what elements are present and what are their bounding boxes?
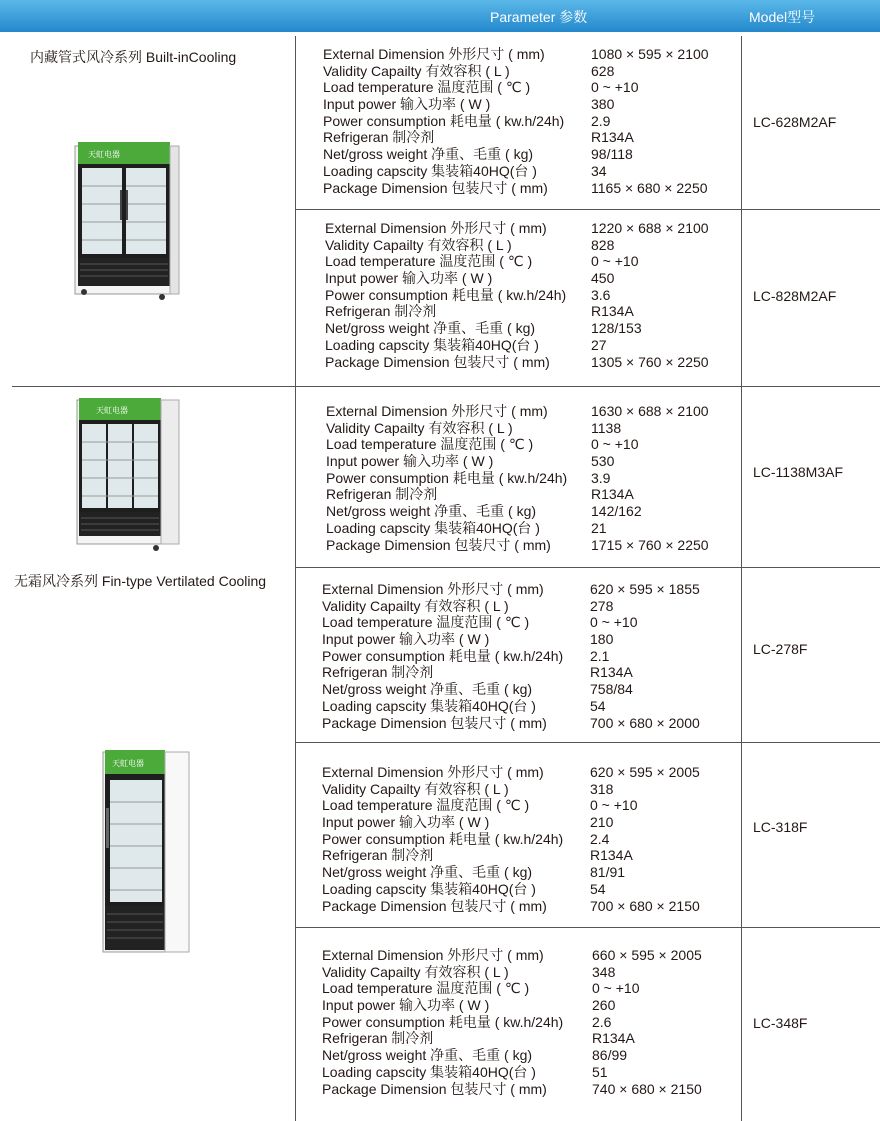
spec-value: 318: [590, 780, 614, 797]
spec-value: 2.1: [590, 647, 610, 664]
spec-row: [322, 614, 732, 631]
spec-label: Refrigeran 制冷剂: [322, 847, 434, 864]
spec-row: [325, 303, 735, 320]
spec-label: External Dimension 外形尺寸 ( mm): [326, 403, 548, 419]
model-number: LC-278F: [753, 641, 808, 657]
spec-label: Power consumption 耗电量 ( kw.h/24h): [323, 112, 565, 129]
model-number: LC-348F: [753, 1015, 808, 1031]
spec-row: [323, 180, 733, 197]
spec-value: R134A: [590, 664, 633, 681]
spec-row: [322, 881, 732, 898]
spec-label: Refrigeran 制冷剂: [326, 486, 438, 503]
model-number: LC-1138M3AF: [753, 464, 844, 480]
spec-row: [322, 814, 732, 831]
spec-value: 660 × 595 × 2005: [592, 947, 702, 963]
spec-value: R134A: [590, 847, 633, 864]
spec-value: 54: [590, 880, 606, 897]
spec-value: 51: [592, 1063, 608, 1080]
row-divider: [295, 209, 880, 210]
spec-value: 530: [591, 453, 615, 470]
spec-row: [322, 764, 732, 781]
spec-value: 278: [590, 597, 614, 614]
spec-row: [323, 146, 733, 163]
spec-row: [326, 520, 736, 537]
spec-value: 0 ~ +10: [591, 253, 639, 270]
spec-list: [325, 220, 735, 370]
spec-value: 86/99: [592, 1047, 628, 1064]
spec-label: External Dimension 外形尺寸 ( mm): [322, 947, 544, 963]
spec-row: [326, 420, 736, 437]
spec-row: [326, 403, 736, 420]
spec-value: 210: [590, 814, 614, 831]
spec-value: 1715 × 760 × 2250: [591, 536, 709, 553]
spec-row: [322, 847, 732, 864]
spec-list: [322, 581, 732, 731]
spec-row: [322, 1047, 732, 1064]
brand-logo-text: 天虹电器: [112, 759, 144, 768]
spec-value: 0 ~ +10: [592, 980, 640, 997]
column-divider-right: [741, 36, 742, 1121]
model-number: LC-828M2AF: [753, 288, 837, 304]
spec-row: [325, 287, 735, 304]
spec-label: Load temperature 温度范围 ( ℃ ): [325, 253, 533, 270]
spec-value: 1305 × 760 × 2250: [591, 353, 709, 370]
parameter-header: Parameter 参数: [490, 9, 588, 25]
spec-value: 81/91: [590, 864, 626, 881]
spec-row: [325, 220, 735, 237]
spec-value: R134A: [591, 303, 634, 320]
spec-row: [323, 63, 733, 80]
spec-value: 1165 × 680 × 2250: [591, 179, 708, 196]
spec-row: [322, 681, 732, 698]
model-number: LC-318F: [753, 819, 808, 835]
spec-label: Package Dimension 包装尺寸 ( mm): [322, 714, 547, 731]
spec-list: [323, 46, 733, 196]
spec-label: Loading capscity 集装箱40HQ(台 ): [323, 162, 537, 179]
spec-label: Net/gross weight 净重、毛重 ( kg): [323, 146, 534, 163]
spec-label: Package Dimension 包装尺寸 ( mm): [323, 179, 548, 196]
spec-label: Power consumption 耗电量 ( kw.h/24h): [325, 286, 567, 303]
spec-row: [323, 46, 733, 63]
spec-value: 1630 × 688 × 2100: [591, 403, 709, 419]
spec-value: 2.6: [592, 1013, 612, 1030]
spec-value: 700 × 680 × 2000: [590, 714, 700, 731]
spec-value: 1220 × 688 × 2100: [591, 220, 709, 236]
spec-value: 27: [591, 336, 607, 353]
spec-label: Loading capscity 集装箱40HQ(台 ): [326, 519, 540, 536]
spec-value: 54: [590, 697, 606, 714]
spec-row: [322, 947, 732, 964]
spec-label: External Dimension 外形尺寸 ( mm): [325, 220, 547, 236]
spec-label: Package Dimension 包装尺寸 ( mm): [322, 897, 547, 914]
spec-row: [325, 237, 735, 254]
spec-value: 0 ~ +10: [591, 436, 639, 453]
spec-row: [326, 503, 736, 520]
spec-row: [322, 581, 732, 598]
spec-label: Package Dimension 包装尺寸 ( mm): [326, 536, 551, 553]
spec-label: Loading capscity 集装箱40HQ(台 ): [322, 1063, 536, 1080]
spec-row: [322, 664, 732, 681]
spec-row: [322, 980, 732, 997]
spec-label: Refrigeran 制冷剂: [322, 664, 434, 681]
spec-value: 260: [592, 997, 616, 1014]
single-door-cooler-image: [102, 748, 192, 958]
spec-row: [322, 997, 732, 1014]
three-door-cooler-image: [76, 396, 182, 554]
spec-value: 180: [590, 631, 614, 648]
spec-row: [322, 1030, 732, 1047]
spec-value: 3.9: [591, 469, 611, 486]
series-title-built-in-cooling: 内藏管式风冷系列 Built-inCooling: [30, 49, 237, 65]
spec-row: [325, 270, 735, 287]
spec-value: 1138: [591, 419, 622, 436]
spec-label: Refrigeran 制冷剂: [325, 303, 437, 320]
column-divider-left: [295, 36, 296, 1121]
spec-row: [322, 648, 732, 665]
spec-row: [326, 537, 736, 554]
spec-value: 620 × 595 × 1855: [590, 581, 700, 597]
header-background: [0, 0, 880, 32]
spec-row: [325, 320, 735, 337]
spec-label: Input power 输入功率 ( W ): [322, 997, 490, 1014]
spec-row: [322, 1014, 732, 1031]
spec-row: [322, 631, 732, 648]
spec-list: [326, 403, 736, 553]
spec-value: 128/153: [591, 320, 642, 337]
spec-list: [322, 947, 732, 1097]
spec-value: 348: [592, 963, 616, 980]
spec-value: R134A: [591, 486, 634, 503]
spec-value: 628: [591, 62, 615, 79]
spec-label: Net/gross weight 净重、毛重 ( kg): [322, 1047, 533, 1064]
spec-label: Loading capscity 集装箱40HQ(台 ): [322, 697, 536, 714]
spec-label: Input power 输入功率 ( W ): [325, 270, 493, 287]
spec-value: 740 × 680 × 2150: [592, 1080, 702, 1097]
spec-row: [325, 337, 735, 354]
spec-label: Power consumption 耗电量 ( kw.h/24h): [326, 469, 568, 486]
spec-row: [322, 598, 732, 615]
spec-label: Net/gross weight 净重、毛重 ( kg): [322, 681, 533, 698]
spec-label: Validity Capailty 有效容积 ( L ): [325, 236, 512, 253]
spec-label: Net/gross weight 净重、毛重 ( kg): [325, 320, 536, 337]
series-title-fin-type-cooling: 无霜风冷系列 Fin-type Vertilated Cooling: [14, 573, 267, 589]
spec-label: Input power 输入功率 ( W ): [326, 453, 494, 470]
spec-label: Input power 输入功率 ( W ): [322, 814, 490, 831]
spec-row: [323, 163, 733, 180]
spec-row: [323, 129, 733, 146]
spec-label: Net/gross weight 净重、毛重 ( kg): [326, 503, 537, 520]
table-header: [0, 0, 880, 32]
spec-label: Loading capscity 集装箱40HQ(台 ): [325, 336, 539, 353]
spec-row: [322, 781, 732, 798]
spec-value: 1080 × 595 × 2100: [591, 46, 709, 62]
spec-label: Validity Capailty 有效容积 ( L ): [326, 419, 513, 436]
spec-row: [325, 354, 735, 371]
model-header: Model型号: [749, 9, 816, 25]
spec-row: [326, 470, 736, 487]
spec-label: Package Dimension 包装尺寸 ( mm): [325, 353, 550, 370]
spec-value: 21: [591, 519, 607, 536]
spec-row: [322, 898, 732, 915]
spec-row: [323, 79, 733, 96]
spec-row: [322, 864, 732, 881]
spec-label: Load temperature 温度范围 ( ℃ ): [323, 79, 531, 96]
spec-label: Load temperature 温度范围 ( ℃ ): [326, 436, 534, 453]
spec-value: 142/162: [591, 503, 642, 520]
row-divider: [295, 742, 880, 743]
spec-label: Refrigeran 制冷剂: [322, 1030, 434, 1047]
brand-logo-text: 天虹电器: [88, 150, 120, 159]
spec-row: [322, 797, 732, 814]
spec-label: Net/gross weight 净重、毛重 ( kg): [322, 864, 533, 881]
spec-label: Load temperature 温度范围 ( ℃ ): [322, 980, 530, 997]
spec-row: [326, 453, 736, 470]
spec-list: [322, 764, 732, 914]
spec-label: Validity Capailty 有效容积 ( L ): [322, 780, 509, 797]
two-door-cooler-image: [74, 140, 182, 302]
spec-label: Validity Capailty 有效容积 ( L ): [322, 963, 509, 980]
spec-label: Input power 输入功率 ( W ): [323, 96, 491, 113]
spec-row: [323, 96, 733, 113]
spec-value: 0 ~ +10: [590, 797, 638, 814]
spec-label: Load temperature 温度范围 ( ℃ ): [322, 614, 530, 631]
spec-label: External Dimension 外形尺寸 ( mm): [323, 46, 545, 62]
spec-row: [322, 831, 732, 848]
row-divider: [295, 927, 880, 928]
spec-value: 0 ~ +10: [590, 614, 638, 631]
spec-value: 700 × 680 × 2150: [590, 897, 700, 914]
spec-label: Loading capscity 集装箱40HQ(台 ): [322, 880, 536, 897]
spec-label: Package Dimension 包装尺寸 ( mm): [322, 1080, 547, 1097]
spec-value: 450: [591, 270, 615, 287]
spec-label: Load temperature 温度范围 ( ℃ ): [322, 797, 530, 814]
spec-label: Input power 输入功率 ( W ): [322, 631, 490, 648]
spec-label: External Dimension 外形尺寸 ( mm): [322, 581, 544, 597]
spec-label: Validity Capailty 有效容积 ( L ): [322, 597, 509, 614]
spec-row: [322, 1064, 732, 1081]
spec-value: R134A: [592, 1030, 635, 1047]
spec-value: 2.4: [590, 830, 610, 847]
spec-row: [322, 715, 732, 732]
spec-row: [322, 1081, 732, 1098]
spec-label: Validity Capailty 有效容积 ( L ): [323, 62, 510, 79]
spec-row: [322, 964, 732, 981]
spec-value: 758/84: [590, 681, 633, 698]
spec-label: Refrigeran 制冷剂: [323, 129, 435, 146]
model-number: LC-628M2AF: [753, 114, 837, 130]
spec-value: 2.9: [591, 112, 611, 129]
spec-label: Power consumption 耗电量 ( kw.h/24h): [322, 830, 564, 847]
spec-value: 380: [591, 96, 615, 113]
spec-value: 620 × 595 × 2005: [590, 764, 700, 780]
spec-row: [326, 436, 736, 453]
spec-label: External Dimension 外形尺寸 ( mm): [322, 764, 544, 780]
spec-label: Power consumption 耗电量 ( kw.h/24h): [322, 1013, 564, 1030]
brand-logo-text: 天虹电器: [96, 406, 128, 415]
spec-label: Power consumption 耗电量 ( kw.h/24h): [322, 647, 564, 664]
spec-value: 34: [591, 162, 607, 179]
spec-row: [325, 253, 735, 270]
row-divider: [12, 386, 880, 387]
row-divider: [295, 567, 880, 568]
spec-row: [323, 113, 733, 130]
spec-value: R134A: [591, 129, 634, 146]
spec-row: [326, 486, 736, 503]
spec-value: 0 ~ +10: [591, 79, 639, 96]
spec-value: 3.6: [591, 286, 611, 303]
spec-value: 828: [591, 236, 615, 253]
spec-row: [322, 698, 732, 715]
spec-value: 98/118: [591, 146, 633, 163]
